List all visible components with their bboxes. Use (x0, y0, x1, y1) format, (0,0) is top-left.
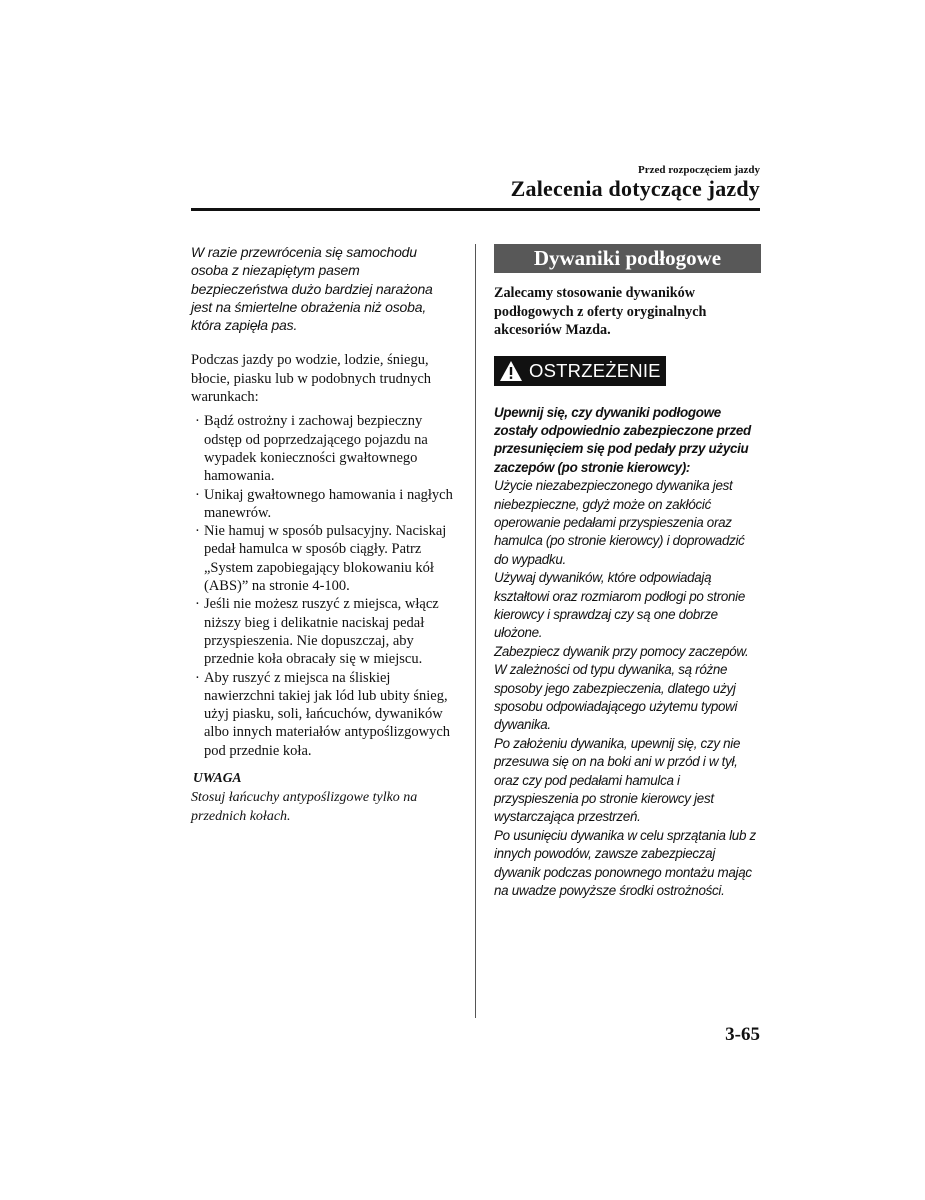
bullet-marker: · (195, 413, 200, 430)
warning-paragraph: Używaj dywaników, które odpowiadają kształtowi oraz rozmiarom podłogi po stronie kierowcy i sprawdzaj czy są one dobrze ułożone. (494, 570, 746, 641)
note-text: Stosuj łańcuchy antypoślizgowe tylko na przednich kołach. (191, 790, 418, 824)
page-number: 3-65 (725, 1024, 760, 1045)
list-item-text: Bądź ostrożny i zachowaj bezpieczny odstęp od poprzedzającego pojazdu na wypadek konieczności gwałtownego hamowania. (204, 413, 428, 485)
bullet-marker: · (195, 669, 200, 686)
warning-paragraph: W zależności od typu dywanika, są różne sposoby jego zabezpieczenia, dlatego użyj sposobu odpowiadającego użytemu typowi dywanika. (494, 662, 738, 733)
floor-mat-intro: Zalecamy stosowanie dywaników podłogowych z oferty oryginalnych akcesoriów Mazda. (494, 285, 707, 338)
warning-paragraph: Po usunięciu dywanika w celu sprzątania lub z innych powodów, zawsze zabezpieczaj dywanik podczas ponownego montażu mając na uwadze powyższe środki ostrożności. (494, 827, 756, 899)
list-item-text: Aby ruszyć z miejsca na śliskiej nawierzchni takiej jak lód lub ubity śnieg, użyj piasku, soli, łańcuchów, dywaników albo innych materiałów antypoślizgowych pod przednie koła. (204, 669, 451, 759)
warning-label: OSTRZEŻENIE (529, 359, 661, 381)
seatbelt-note: W razie przewrócenia się samochodu osoba z niezapiętym pasem bezpieczeństwa dużo bardziej narażona jest na śmiertelne obrażenia niż osoba, która zapięła pas. (191, 244, 433, 334)
section-heading: Dywaniki podłogowe (494, 244, 761, 273)
page-title: Zalecenia dotyczące jazdy (510, 176, 760, 201)
warning-banner (494, 356, 666, 386)
warning-body (494, 404, 762, 901)
driving-tips-list (191, 412, 456, 760)
warning-paragraph: Zabezpiecz dywanik przy pomocy zaczepów. (494, 643, 749, 659)
note-title: UWAGA (193, 770, 242, 786)
bullet-marker: · (195, 523, 200, 540)
warning-paragraph: Po założeniu dywanika, upewnij się, czy nie przesuwa się on na boki ani w przód i w tył, oraz czy pod pedałami hamulca i przyspieszenia po stronie kierowcy jest wystarczająca przestrzeń. (494, 735, 741, 825)
bullet-marker: · (195, 486, 200, 503)
bullet-marker: · (195, 596, 200, 613)
list-item (191, 595, 456, 668)
left-column (191, 243, 456, 826)
list-item (191, 522, 456, 595)
section-label: Przed rozpoczęciem jazdy (638, 164, 760, 176)
list-item-text: Jeśli nie możesz ruszyć z miejsca, włącz niższy bieg i delikatnie naciskaj pedał przyspieszenia. Nie dopuszczaj, aby przednie koła obracały się w miejscu. (204, 596, 439, 668)
right-column (494, 244, 762, 900)
list-item-text: Unikaj gwałtownego hamowania i nagłych manewrów. (204, 486, 453, 521)
column-divider (475, 244, 476, 1018)
list-item-text: Nie hamuj w sposób pulsacyjny. Naciskaj pedał hamulca w sposób ciągły. Patrz „System zapobiegający blokowaniu kół (ABS)” na stronie 4-100. (204, 523, 447, 595)
warning-heading: Upewnij się, czy dywaniki podłogowe zostały odpowiednio zabezpieczone przed przesunięciem się pod pedały przy użyciu zaczepów (po stronie kierowcy): (494, 404, 751, 475)
conditions-intro: Podczas jazdy po wodzie, lodzie, śniegu, błocie, piasku lub w podobnych trudnych warunkach: (191, 352, 432, 406)
warning-paragraph: Użycie niezabezpieczonego dywanika jest niebezpieczne, gdyż może on zakłócić operowanie pedałami przyspieszenia oraz hamulca (po stronie kierowcy) i doprowadzić do wypadku. (494, 478, 745, 567)
list-item (191, 486, 456, 523)
warning-triangle-icon (499, 360, 523, 382)
header-rule (191, 208, 760, 211)
list-item (191, 669, 456, 760)
list-item (191, 412, 456, 485)
